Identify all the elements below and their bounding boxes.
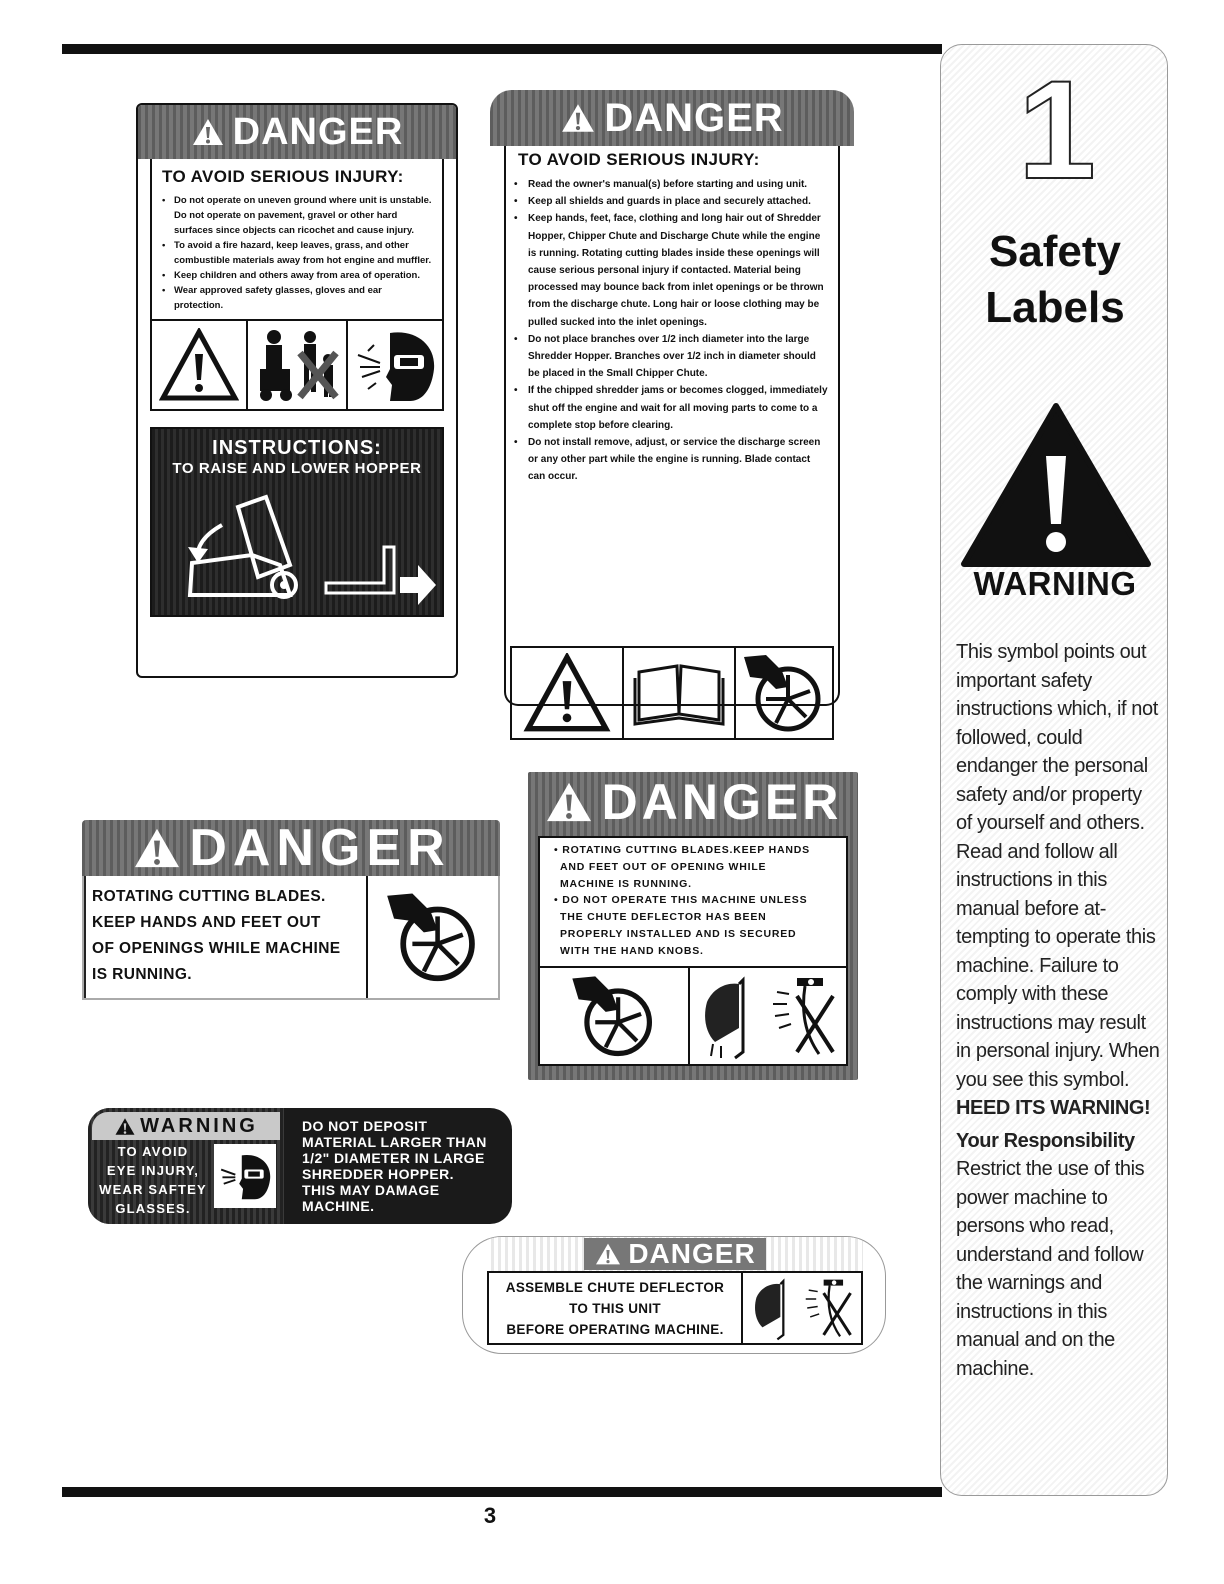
label-text bbox=[540, 838, 846, 968]
danger-label-4 bbox=[528, 772, 858, 1080]
label-line: IS RUNNING. bbox=[92, 966, 192, 983]
instructions-title: INSTRUCTIONS: bbox=[212, 437, 382, 459]
bullet-item: • Keep all shields and guards in place and securely attached. bbox=[514, 193, 828, 210]
bullet-item: • Do not place branches over 1/2 inch diameter into the large Shredder Hopper. Branches over 1/2 inch in diameter should be placed in the Small Chipper Chute. bbox=[514, 331, 828, 383]
alert-triangle-icon bbox=[560, 102, 596, 134]
pictogram-cell bbox=[248, 321, 348, 409]
chapter-title-line1: Safety bbox=[988, 227, 1122, 276]
pictogram-cell bbox=[540, 968, 690, 1064]
warning-word: WARNING bbox=[140, 1114, 258, 1137]
chapter-number: 1 bbox=[1018, 51, 1096, 208]
danger-word: DANGER bbox=[601, 774, 843, 830]
pictogram-row bbox=[540, 968, 846, 1064]
danger-banner-area bbox=[487, 1237, 863, 1271]
rotating-blade-hand-icon bbox=[564, 972, 664, 1060]
danger-label-1 bbox=[136, 103, 458, 678]
label-body bbox=[538, 836, 848, 1066]
label-line: TO AVOID bbox=[117, 1144, 189, 1159]
heed-warning: HEED ITS WARNING! bbox=[956, 1097, 1151, 1119]
label-line: THE CHUTE DEFLECTOR HAS BEEN bbox=[560, 911, 767, 924]
label-line: MACHINE IS RUNNING. bbox=[560, 877, 692, 890]
pictogram-cell bbox=[743, 1273, 861, 1343]
danger-banner bbox=[528, 772, 858, 832]
warning-banner bbox=[92, 1112, 280, 1140]
label-line: THIS MAY DAMAGE bbox=[302, 1182, 440, 1198]
label-line: AND FEET OUT OF OPENING WHILE bbox=[560, 860, 767, 873]
safety-symbol-explanation: This symbol points out important safety instructions which, if not followed, could endanger the personal safety and/or property of yourself and others. Read and follow all instructions in this manual before at-tempting to operate this machine. Failure to comply with these instructions may result in personal injury. When you see this symbol. bbox=[956, 641, 1160, 1091]
danger-word: DANGER bbox=[628, 1238, 756, 1269]
hopper-warning-text bbox=[302, 1118, 508, 1214]
danger-banner bbox=[82, 820, 500, 876]
label-body bbox=[82, 876, 500, 1000]
label-line: TO THIS UNIT bbox=[569, 1301, 661, 1316]
label-line: MATERIAL LARGER THAN bbox=[302, 1134, 487, 1150]
warning-triangle-icon bbox=[958, 400, 1154, 570]
pictogram-cell bbox=[348, 321, 442, 409]
instructions-subtitle: TO RAISE AND LOWER HOPPER bbox=[172, 460, 422, 477]
danger-label-6 bbox=[462, 1236, 886, 1354]
danger-banner bbox=[584, 1238, 765, 1270]
label-line: 1/2" DIAMETER IN LARGE bbox=[302, 1150, 485, 1166]
keep-children-away-icon bbox=[252, 325, 342, 405]
top-rule bbox=[62, 44, 942, 54]
bullet-list bbox=[506, 170, 838, 486]
danger-word: DANGER bbox=[232, 110, 404, 153]
bullet-item: • Do not install remove, adjust, or service the discharge screen or any other part while the engine is running. Blade contact can occur. bbox=[514, 434, 828, 486]
instructions-panel bbox=[150, 427, 444, 617]
label-line: WITH THE HAND KNOBS. bbox=[560, 944, 704, 957]
responsibility-text: Restrict the use of this power machine to persons who read, understand and follow the warnings and instructions in this manual and on the machine. bbox=[956, 1158, 1145, 1380]
read-manual-icon bbox=[631, 658, 727, 728]
label-line: • ROTATING CUTTING BLADES.KEEP HANDS bbox=[554, 844, 810, 856]
bullet-list bbox=[162, 193, 432, 313]
danger-banner bbox=[490, 90, 854, 146]
danger-label-3 bbox=[82, 820, 500, 1000]
bullet-item: • Do not operate on uneven ground where unit is unstable. Do not operate on pavement, gravel or other hard surfaces since objects can ricochet and cause injury. bbox=[162, 193, 432, 238]
chapter-title bbox=[944, 224, 1166, 336]
label-heading: TO AVOID SERIOUS INJURY: bbox=[518, 150, 760, 169]
pictogram-cell bbox=[214, 1144, 276, 1208]
bullet-item: • Wear approved safety glasses, gloves and ear protection. bbox=[162, 283, 432, 313]
label-line: • DO NOT OPERATE THIS MACHINE UNLESS bbox=[554, 894, 808, 907]
label-line: KEEP HANDS AND FEET OUT bbox=[92, 914, 321, 931]
alert-triangle-icon bbox=[594, 1242, 622, 1266]
label-line: GLASSES. bbox=[115, 1201, 191, 1216]
danger-word: DANGER bbox=[604, 95, 784, 140]
pictogram-cell bbox=[690, 968, 846, 1064]
pictogram-cell bbox=[152, 321, 248, 409]
warning-label bbox=[88, 1108, 512, 1224]
rotating-blade-hand-icon bbox=[378, 878, 488, 996]
raise-lower-hopper-icon bbox=[162, 485, 442, 615]
label-line: OF OPENINGS WHILE MACHINE bbox=[92, 940, 341, 957]
label-body bbox=[150, 159, 444, 319]
label-text bbox=[84, 876, 368, 998]
alert-triangle-icon bbox=[544, 780, 594, 824]
alert-triangle-icon bbox=[159, 328, 239, 402]
label-line: PROPERLY INSTALLED AND IS SECURED bbox=[560, 927, 797, 940]
danger-banner bbox=[138, 105, 456, 159]
label-body bbox=[487, 1271, 863, 1345]
chute-deflector-icon bbox=[693, 972, 843, 1060]
safety-glasses-icon bbox=[350, 325, 440, 405]
label-line: MACHINE. bbox=[302, 1198, 375, 1214]
pictogram-cell bbox=[736, 648, 832, 738]
safety-glasses-icon bbox=[216, 1148, 274, 1204]
pictogram-row bbox=[510, 646, 834, 740]
label-line: EYE INJURY, bbox=[106, 1163, 200, 1178]
label-line: WEAR SAFTEY bbox=[99, 1182, 207, 1197]
chute-deflector-icon bbox=[746, 1275, 858, 1341]
pictogram-cell bbox=[512, 648, 624, 738]
label-body bbox=[504, 146, 840, 706]
bullet-item: • If the chipped shredder jams or becomes clogged, immediately shut off the engine and wait for all moving parts to come to a complete stop before clearing. bbox=[514, 382, 828, 434]
label-line: ROTATING CUTTING BLADES. bbox=[92, 888, 326, 905]
alert-triangle-icon bbox=[114, 1117, 136, 1136]
alert-triangle-icon bbox=[521, 653, 613, 733]
eye-injury-text bbox=[94, 1142, 212, 1218]
page-number: 3 bbox=[483, 1503, 497, 1528]
label-heading: TO AVOID SERIOUS INJURY: bbox=[162, 167, 404, 186]
label-line: BEFORE OPERATING MACHINE. bbox=[506, 1322, 724, 1337]
pictogram-cell bbox=[368, 876, 498, 998]
danger-word: DANGER bbox=[189, 819, 451, 877]
alert-triangle-icon bbox=[131, 826, 183, 870]
responsibility-heading: Your Responsibility bbox=[956, 1129, 1135, 1152]
pictogram-cell bbox=[624, 648, 736, 738]
label-text bbox=[489, 1273, 743, 1343]
warning-word: WARNING bbox=[973, 565, 1137, 602]
pictogram-row bbox=[150, 319, 444, 411]
bullet-item: • Read the owner's manual(s) before starting and using unit. bbox=[514, 176, 828, 193]
rotating-blade-hand-icon bbox=[736, 651, 832, 735]
alert-triangle-icon bbox=[191, 117, 225, 147]
label-line: ASSEMBLE CHUTE DEFLECTOR bbox=[505, 1280, 725, 1295]
bullet-item: • Keep hands, feet, face, clothing and long hair out of Shredder Hopper, Chipper Chute and Discharge Chute while the engine is running. Rotating cutting blades inside these openings will cause serious personal injury if contacted. Material being processed may bounce back from inlet openings or be thrown from the discharge chute. Long hair or loose clothing may be pulled sucked into the inlet openings. bbox=[514, 210, 828, 330]
danger-label-2 bbox=[490, 90, 854, 706]
bullet-item: • To avoid a fire hazard, keep leaves, grass, and other combustible materials away from hot engine and muffler. bbox=[162, 238, 432, 268]
sidebar-text bbox=[956, 638, 1161, 1383]
chapter-title-line2: Labels bbox=[985, 283, 1125, 332]
bottom-rule bbox=[62, 1487, 942, 1497]
bullet-item: • Keep children and others away from area of operation. bbox=[162, 268, 432, 283]
label-line: SHREDDER HOPPER. bbox=[302, 1166, 454, 1182]
label-line: DO NOT DEPOSIT bbox=[302, 1118, 428, 1134]
